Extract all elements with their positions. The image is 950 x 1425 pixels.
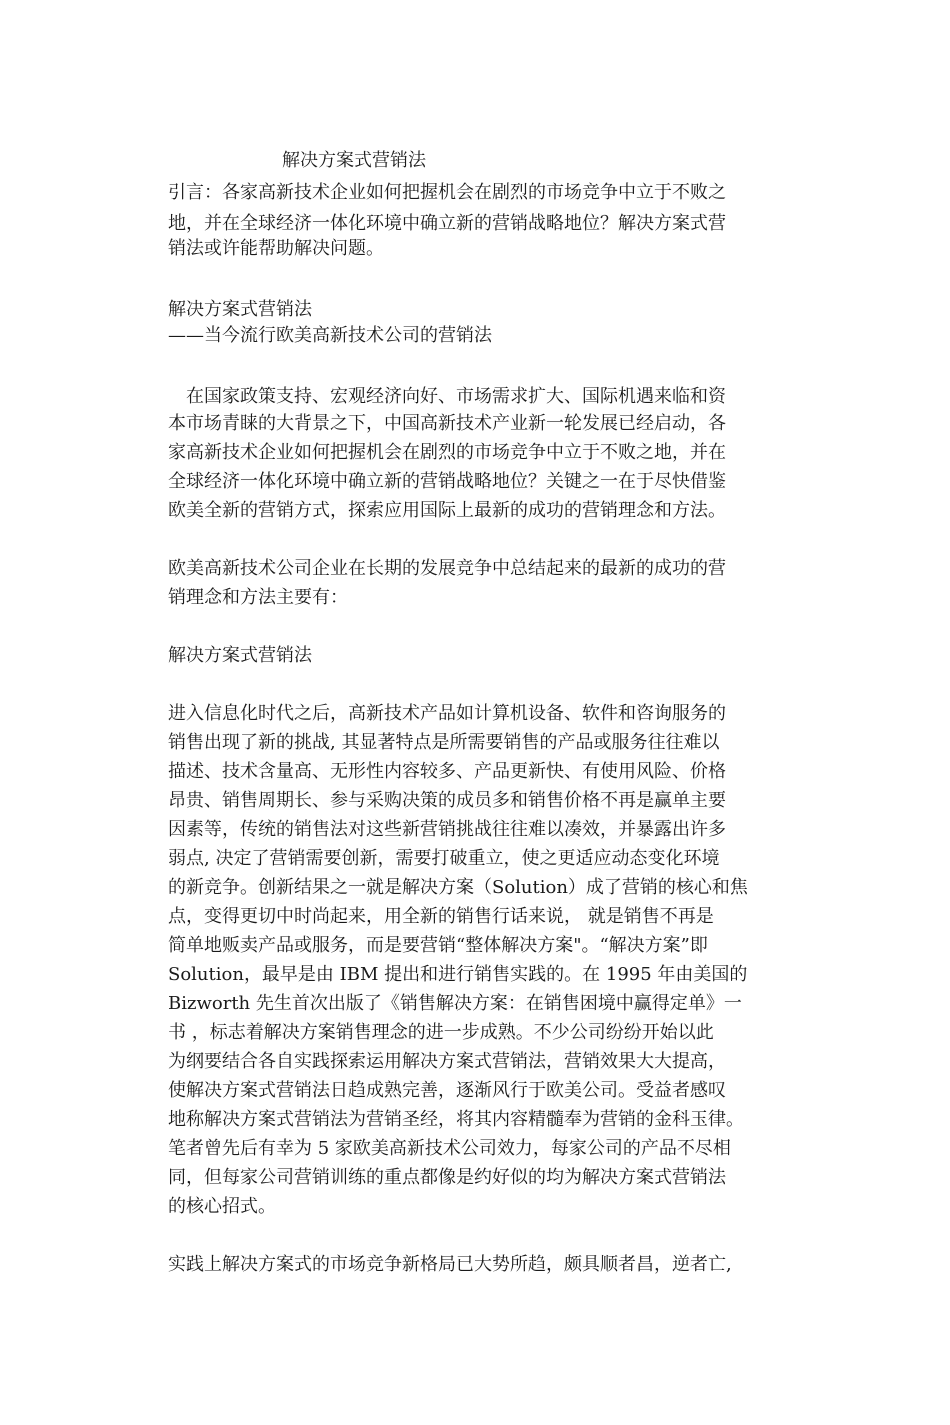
paragraph-3-line: 为纲要结合各自实践探索运用解决方案式营销法，营销效果大大提高，	[168, 1051, 726, 1072]
paragraph-3-line: 地称解决方案式营销法为营销圣经，将其内容精髓奉为营销的金科玉律。	[168, 1109, 744, 1130]
article-subheading: ——当今流行欧美高新技术公司的营销法	[168, 325, 492, 346]
document-title: 解决方案式营销法	[282, 150, 426, 171]
paragraph-3-line: 昂贵、销售周期长、参与采购决策的成员多和销售价格不再是赢单主要	[168, 790, 726, 811]
paragraph-3-line: 使解决方案式营销法日趋成熟完善，逐渐风行于欧美公司。受益者感叹	[168, 1080, 726, 1101]
section-heading: 解决方案式营销法	[168, 645, 312, 666]
paragraph-1-line: 在国家政策支持、宏观经济向好、市场需求扩大、国际机遇来临和资	[168, 386, 726, 407]
paragraph-3-line: 笔者曾先后有幸为 5 家欧美高新技术公司效力，每家公司的产品不尽相	[168, 1138, 731, 1159]
paragraph-4-line: 实践上解决方案式的市场竞争新格局已大势所趋，颇具顺者昌，逆者亡,	[168, 1254, 732, 1275]
paragraph-2-line: 销理念和方法主要有：	[168, 587, 348, 608]
paragraph-2-line: 欧美高新技术公司企业在长期的发展竞争中总结起来的最新的成功的营	[168, 558, 726, 579]
paragraph-1-line: 欧美全新的营销方式，探索应用国际上最新的成功的营销理念和方法。	[168, 500, 726, 521]
paragraph-3-line: 书 ，标志着解决方案销售理念的进一步成熟。不少公司纷纷开始以此	[168, 1022, 714, 1043]
paragraph-3-line: Bizworth 先生首次出版了《销售解决方案：在销售困境中赢得定单》一	[168, 993, 742, 1014]
paragraph-3-line: 点，变得更切中时尚起来，用全新的销售行话来说， 就是销售不再是	[168, 906, 714, 927]
paragraph-3-line: 弱点, 决定了营销需要创新，需要打破重立，使之更适应动态变化环境	[168, 848, 720, 869]
paragraph-1-line: 家高新技术企业如何把握机会在剧烈的市场竞争中立于不败之地，并在	[168, 442, 726, 463]
paragraph-1-line: 本市场青睐的大背景之下，中国高新技术产业新一轮发展已经启动，各	[168, 413, 726, 434]
paragraph-3-line: 进入信息化时代之后，高新技术产品如计算机设备、软件和咨询服务的	[168, 703, 726, 724]
paragraph-3-line: 简单地贩卖产品或服务，而是要营销“整体解决方案"。“解决方案”即	[168, 935, 708, 956]
article-heading: 解决方案式营销法	[168, 299, 312, 320]
intro-line: 引言：各家高新技术企业如何把握机会在剧烈的市场竞争中立于不败之	[168, 182, 726, 203]
paragraph-3-line: 的新竞争。创新结果之一就是解决方案（Solution）成了营销的核心和焦	[168, 877, 748, 898]
paragraph-3-line: 销售出现了新的挑战, 其显著特点是所需要销售的产品或服务往往难以	[168, 732, 720, 753]
paragraph-1-line: 全球经济一体化环境中确立新的营销战略地位？关键之一在于尽快借鉴	[168, 471, 726, 492]
paragraph-3-line: 因素等，传统的销售法对这些新营销挑战往往难以凑效，并暴露出许多	[168, 819, 726, 840]
paragraph-3-line: Solution，最早是由 IBM 提出和进行销售实践的。在 1995 年由美国的	[168, 964, 748, 985]
intro-line: 销法或许能帮助解决问题。	[168, 238, 384, 259]
intro-line: 地，并在全球经济一体化环境中确立新的营销战略地位？解决方案式营	[168, 213, 726, 234]
paragraph-3-line: 同，但每家公司营销训练的重点都像是约好似的均为解决方案式营销法	[168, 1167, 726, 1188]
paragraph-3-line: 描述、技术含量高、无形性内容较多、产品更新快、有使用风险、价格	[168, 761, 726, 782]
paragraph-3-line: 的核心招式。	[168, 1196, 276, 1217]
